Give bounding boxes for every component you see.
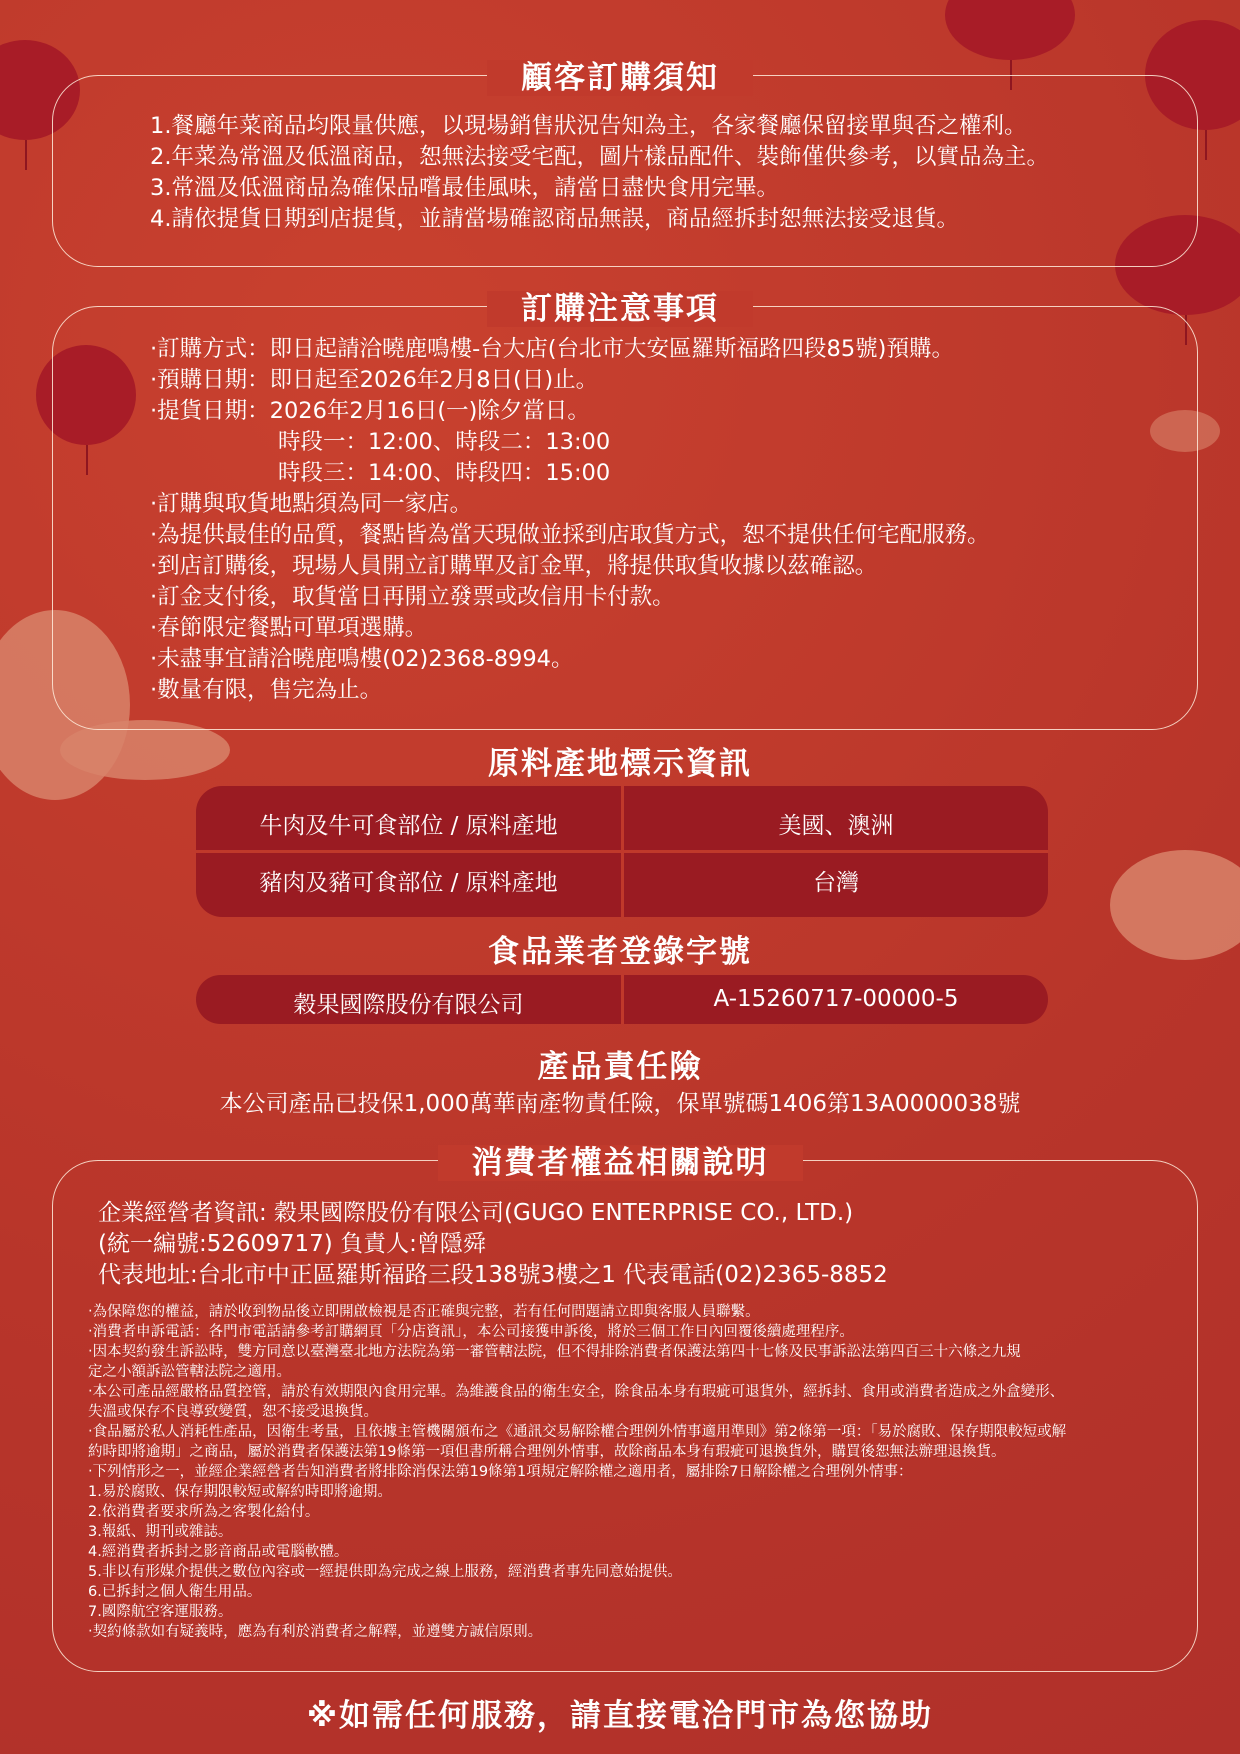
consumer-note: ‧因本契約發生訴訟時，雙方同意以臺灣臺北地方法院為第一審管轄法院，但不得排除消費者保護法第四十七條及民事訴訟法第四百三十六條之九規 <box>88 1344 1021 1360</box>
notice-item: 4.請依提貨日期到店提貨，並請當場確認商品無誤，商品經拆封恕無法接受退貨。 <box>150 206 959 232</box>
consumer-note: ‧為保障您的權益，請於收到物品後立即開啟檢視是否正確與完整，若有任何問題請立即與客服人員聯繫。 <box>88 1304 760 1320</box>
insurance-title: 產品責任險 <box>537 1049 703 1085</box>
consumer-note: 定之小額訴訟管轄法院之適用。 <box>88 1364 291 1380</box>
consumer-note: 2.依消費者要求所為之客製化給付。 <box>88 1504 320 1520</box>
consumer-info-line: 代表地址:台北市中正區羅斯福路三段138號3樓之1 代表電話(02)2365-8852 <box>98 1262 888 1288</box>
consumer-note: ‧下列情形之一，並經企業經營者告知消費者將排除消保法第19條第1項規定解除權之適用者，屬排除7日解除權之合理例外情事： <box>88 1464 913 1480</box>
origin-title: 原料產地標示資訊 <box>488 746 752 782</box>
notice-item: 2.年菜為常溫及低溫商品，恕無法接受宅配，圖片樣品配件、裝飾僅供參考，以實品為主。 <box>150 144 1049 170</box>
consumer-note: 1.易於腐敗、保存期限較短或解約時即將逾期。 <box>88 1484 392 1500</box>
consumer-note: ‧契約條款如有疑義時，應為有利於消費者之解釋，並遵雙方誠信原則。 <box>88 1624 543 1640</box>
order-item: ‧訂購方式：即日起請洽曉鹿鳴樓-台大店(台北市大安區羅斯福路四段85號)預購。 <box>150 336 954 362</box>
origin-origin-cell: 台灣 <box>813 870 859 896</box>
origin-divider <box>196 850 1048 853</box>
origin-item-cell: 豬肉及豬可食部位 / 原料產地 <box>259 870 558 896</box>
order-item: ‧數量有限，售完為止。 <box>150 677 383 703</box>
consumer-info-line: 企業經營者資訊: 穀果國際股份有限公司(GUGO ENTERPRISE CO., LTD.) <box>98 1200 854 1226</box>
consumer-note: 失溫或保存不良導致變質，恕不接受退換貨。 <box>88 1404 378 1420</box>
consumer-note: ‧食品屬於私人消耗性產品，因衛生考量，且依據主管機關頒布之《通訊交易解除權合理例外情事適用準則》第2條第一項：「易於腐敗、保存期限較短或解 <box>88 1424 1067 1440</box>
order-timeslot: 時段三：14:00、時段四：15:00 <box>278 460 611 486</box>
consumer-info-line: (統一編號:52609717) 負責人:曾隱舜 <box>98 1231 486 1257</box>
order-item: ‧訂金支付後，取貨當日再開立發票或改信用卡付款。 <box>150 584 675 610</box>
notice-item: 1.餐廳年菜商品均限量供應，以現場銷售狀況告知為主，各家餐廳保留接單與否之權利。 <box>150 113 1027 139</box>
order-item: ‧未盡事宜請洽曉鹿鳴樓(02)2368-8994。 <box>150 646 574 672</box>
origin-origin-cell: 美國、澳洲 <box>778 813 894 839</box>
consumer-note: 5.非以有形媒介提供之數位內容或一經提供即為完成之線上服務，經消費者事先同意始提供。 <box>88 1564 682 1580</box>
registration-number: A-15260717-00000-5 <box>713 986 959 1012</box>
consumer-note: 3.報紙、期刊或雜誌。 <box>88 1524 233 1540</box>
order-timeslot: 時段一：12:00、時段二：13:00 <box>278 429 611 455</box>
consumer-title: 消費者權益相關說明 <box>0 1137 1240 1182</box>
order-item: ‧為提供最佳的品質，餐點皆為當天現做並採到店取貨方式，恕不提供任何宅配服務。 <box>150 522 990 548</box>
consumer-note: 4.經消費者拆封之影音商品或電腦軟體。 <box>88 1544 349 1560</box>
order-item: ‧訂購與取貨地點須為同一家店。 <box>150 491 473 517</box>
footer-text: ※如需任何服務，請直接電洽門市為您協助 <box>306 1698 934 1734</box>
order-item: ‧預購日期：即日起至2026年2月8日(日)止。 <box>150 367 599 393</box>
order-item: ‧春節限定餐點可單項選購。 <box>150 615 428 641</box>
order-item: ‧到店訂購後，現場人員開立訂購單及訂金單，將提供取貨收據以茲確認。 <box>150 553 878 579</box>
registration-title: 食品業者登錄字號 <box>488 934 752 970</box>
consumer-note: 6.已拆封之個人衛生用品。 <box>88 1584 262 1600</box>
consumer-note: 約時即將逾期」之商品，屬於消費者保護法第19條第一項但書所稱合理例外情事，故除商品本身有瑕疵可退換貨外，購買後恕無法辦理退換貨。 <box>88 1444 1006 1460</box>
consumer-note: 7.國際航空客運服務。 <box>88 1604 233 1620</box>
notice-item: 3.常溫及低溫商品為確保品嚐最佳風味，請當日盡快食用完畢。 <box>150 175 779 201</box>
consumer-note: ‧消費者申訴電話：各門市電話請參考訂購網頁「分店資訊」，本公司接獲申訴後，將於三個工作日內回覆後續處理程序。 <box>88 1324 854 1340</box>
registration-company: 穀果國際股份有限公司 <box>293 992 524 1018</box>
order-item: ‧提貨日期：2026年2月16日(一)除夕當日。 <box>150 398 590 424</box>
order-title: 訂購注意事項 <box>0 283 1240 328</box>
insurance-text: 本公司產品已投保1,000萬華南產物責任險，保單號碼1406第13A0000038號 <box>219 1091 1021 1117</box>
origin-item-cell: 牛肉及牛可食部位 / 原料產地 <box>259 813 558 839</box>
consumer-note: ‧本公司產品經嚴格品質控管，請於有效期限內食用完畢。為維護食品的衛生安全，除食品本身有瑕疵可退貨外，經拆封、食用或消費者造成之外盒變形、 <box>88 1384 1065 1400</box>
notice-title: 顧客訂購須知 <box>0 52 1240 97</box>
